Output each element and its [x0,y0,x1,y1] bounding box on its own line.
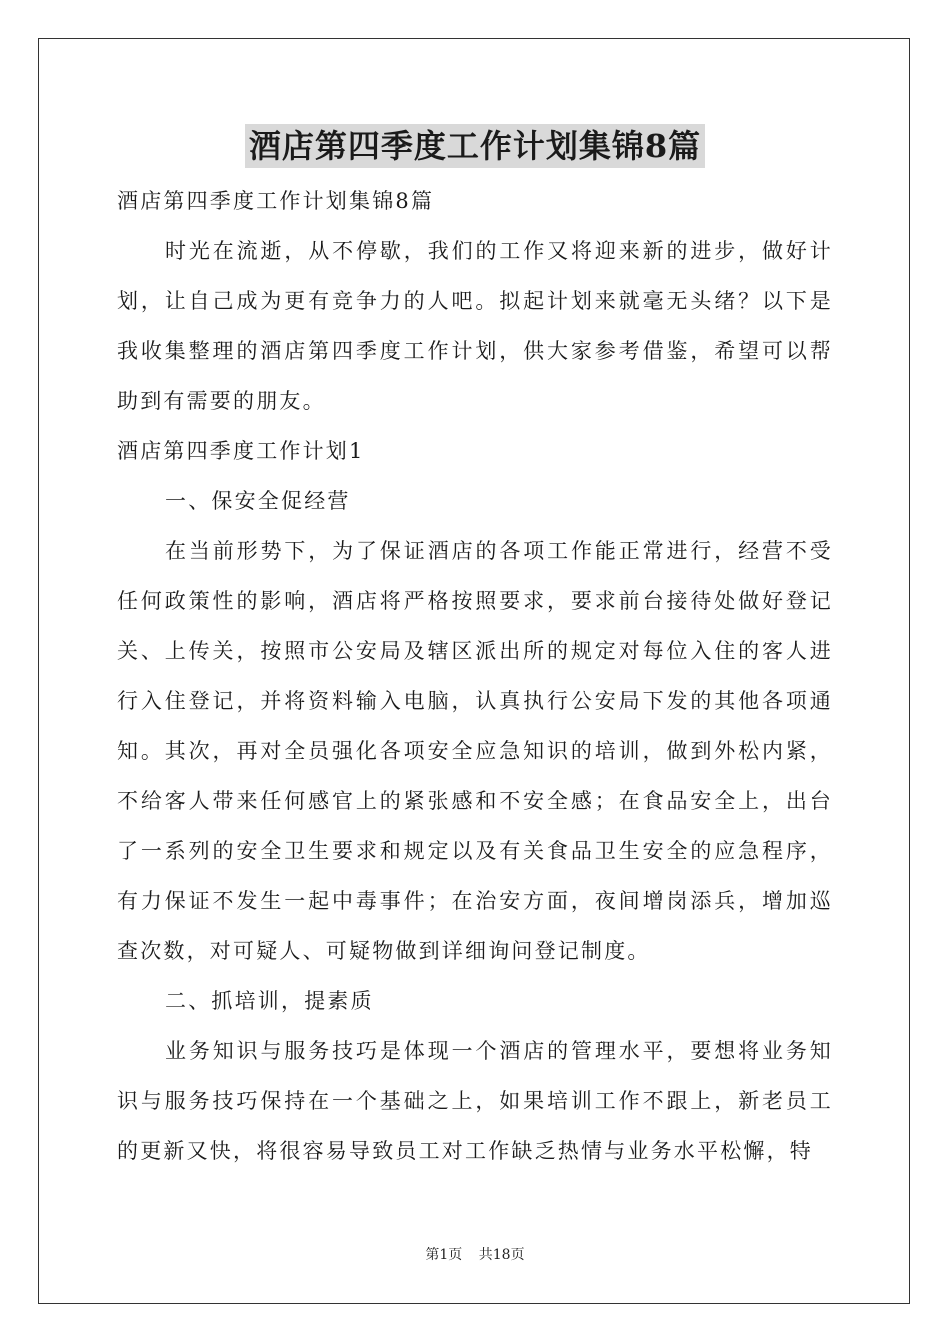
intro-paragraph: 时光在流逝，从不停歇，我们的工作又将迎来新的进步，做好计划，让自己成为更有竞争力的人吧。拟起计划来就毫无头绪？以下是我收集整理的酒店第四季度工作计划，供大家参考借鉴，希望可以帮助到有需要的朋友。 [117,239,833,413]
paragraph-training: 业务知识与服务技巧是体现一个酒店的管理水平，要想将业务知识与服务技巧保持在一个基础之上，如果培训工作不跟上，新老员工的更新又快，将很容易导致员工对工作缺乏热情与业务水平松懈，特 [117,1039,833,1163]
document-title: 酒店第四季度工作计划集锦8篇 [245,124,705,168]
title-container [0,124,950,168]
page-total: 共18页 [478,1247,525,1263]
paragraph-safety: 在当前形势下，为了保证酒店的各项工作能正常进行，经营不受任何政策性的影响，酒店将严格按照要求，要求前台接待处做好登记关、上传关，按照市公安局及辖区派出所的规定对每位入住的客人进行入住登记，并将资料输入电脑，认真执行公安局下发的其他各项通知。其次，再对全员强化各项安全应急知识的培训，做到外松内紧，不给客人带来任何感官上的紧张感和不安全感；在食品安全上，出台了一系列的安全卫生要求和规定以及有关食品卫生安全的应急程序，有力保证不发生一起中毒事件；在治安方面，夜间增岗添兵，增加巡查次数，对可疑人、可疑物做到详细询问登记制度。 [117,539,833,963]
page-footer [0,1244,950,1264]
page-number: 第1页 [425,1247,463,1263]
section-title: 酒店第四季度工作计划1 [117,439,365,463]
subtitle-line: 酒店第四季度工作计划集锦8篇 [117,189,435,213]
heading-training: 二、抓培训，提素质 [165,989,374,1013]
document-body [117,176,833,1176]
heading-safety: 一、保安全促经营 [165,489,351,513]
